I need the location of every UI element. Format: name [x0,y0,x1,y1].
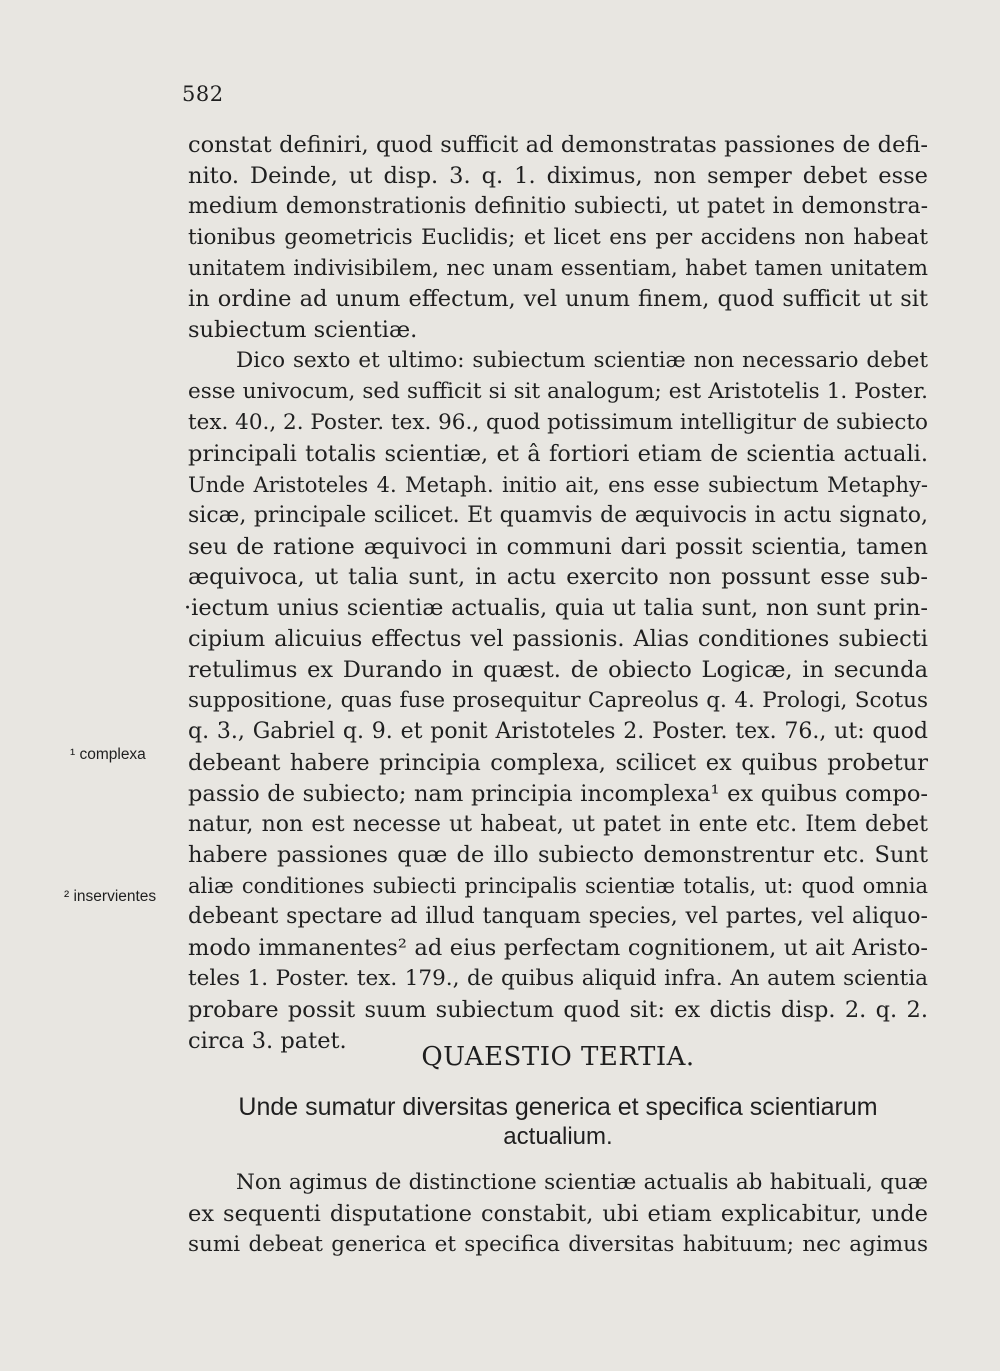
text-line: natur, non est necesse ut habeat, ut patet in ente etc. Item debet [188,811,928,837]
text-line: ·iectum unius scientiæ actualis, quia ut talia sunt, non sunt prin- [184,595,928,622]
text-line: debeant habere principia complexa, scilicet ex quibus probetur [188,749,928,776]
section-title: QUAESTIO TERTIA. [421,1042,695,1072]
text-line: retulimus ex Durando in quæst. de obiecto Logicæ, in secunda [188,657,928,684]
text-line: æquivoca, ut talia sunt, in actu exercito non possunt esse sub- [188,564,928,591]
text-line: aliæ conditiones subiecti principalis scientiæ totalis, ut: quod omnia [188,874,928,899]
text-line: medium demonstrationis definitio subiecti, ut patet in demonstra- [188,193,928,219]
text-line: sumi debeat generica et specifica diversitas habituum; nec agimus [188,1231,928,1257]
text-line: circa 3. patet. [188,1027,347,1054]
text-line: probare possit suum subiectum quod sit: ex dictis disp. 2. q. 2. [188,996,928,1023]
text-line: ex sequenti disputatione constabit, ubi etiam explicabitur, unde [188,1200,928,1227]
text-line: subiectum scientiæ. [188,317,418,344]
body-text-block-2 [188,1168,928,1261]
text-line: habere passiones quæ de illo subiecto demonstrentur etc. Sunt [188,842,928,869]
text-line: sicæ, principale scilicet. Et quamvis de æquivocis in actu signato, [188,502,928,528]
text-line: seu de ratione æquivoci in communi dari possit scientia, tamen [188,533,928,560]
margin-note-complexa: ¹ complexa [70,746,146,763]
text-line: unitatem indivisibilem, nec unam essentiam, habet tamen unitatem [188,255,928,281]
text-line: Non agimus de distinctione scientiæ actualis ab habituali, quæ [236,1170,928,1195]
text-line: esse univocum, sed sufficit si sit analogum; est Aristotelis 1. Poster. [188,379,928,405]
text-line: teles 1. Poster. tex. 179., de quibus aliquid infra. An autem scientia [188,966,928,992]
text-line: q. 3., Gabriel q. 9. et ponit Aristoteles 2. Poster. tex. 76., ut: quod [188,718,928,744]
section-subtitle-continued: actualium. [503,1123,613,1150]
text-line: passio de subiecto; nam principia incomplexa¹ ex quibus compo- [188,780,928,807]
text-line: cipium alicuius effectus vel passionis. Alias conditiones subiecti [188,626,928,653]
body-text-block [184,130,928,1057]
text-line: tex. 40., 2. Poster. tex. 96., quod potissimum intelligitur de subiecto [188,410,928,436]
text-line: constat definiri, quod sufficit ad demonstratas passiones de defi- [188,132,928,158]
section-subtitle: Unde sumatur diversitas generica et specifica scientiarum [238,1093,878,1121]
text-line: tionibus geometricis Euclidis; et licet ens per accidens non habeat [188,224,928,250]
text-line: in ordine ad unum effectum, vel unum finem, quod sufficit ut sit [188,286,928,313]
margin-note-inservientes: ² inservientes [64,888,157,905]
text-line: Dico sexto et ultimo: subiectum scientiæ non necessario debet [236,348,928,374]
text-line: modo immanentes² ad eius perfectam cognitionem, ut ait Aristo- [188,935,928,962]
text-line: principali totalis scientiæ, et â fortiori etiam de scientia actuali. [188,440,928,467]
text-line: debeant spectare ad illud tanquam species, vel partes, vel aliquo- [188,904,928,930]
text-line: suppositione, quas fuse prosequitur Capreolus q. 4. Prologi, Scotus [188,688,928,714]
page-number: 582 [182,82,224,106]
text-line: Unde Aristoteles 4. Metaph. initio ait, ens esse subiectum Metaphy- [188,472,928,497]
text-line: nito. Deinde, ut disp. 3. q. 1. diximus, non semper debet esse [188,162,928,189]
